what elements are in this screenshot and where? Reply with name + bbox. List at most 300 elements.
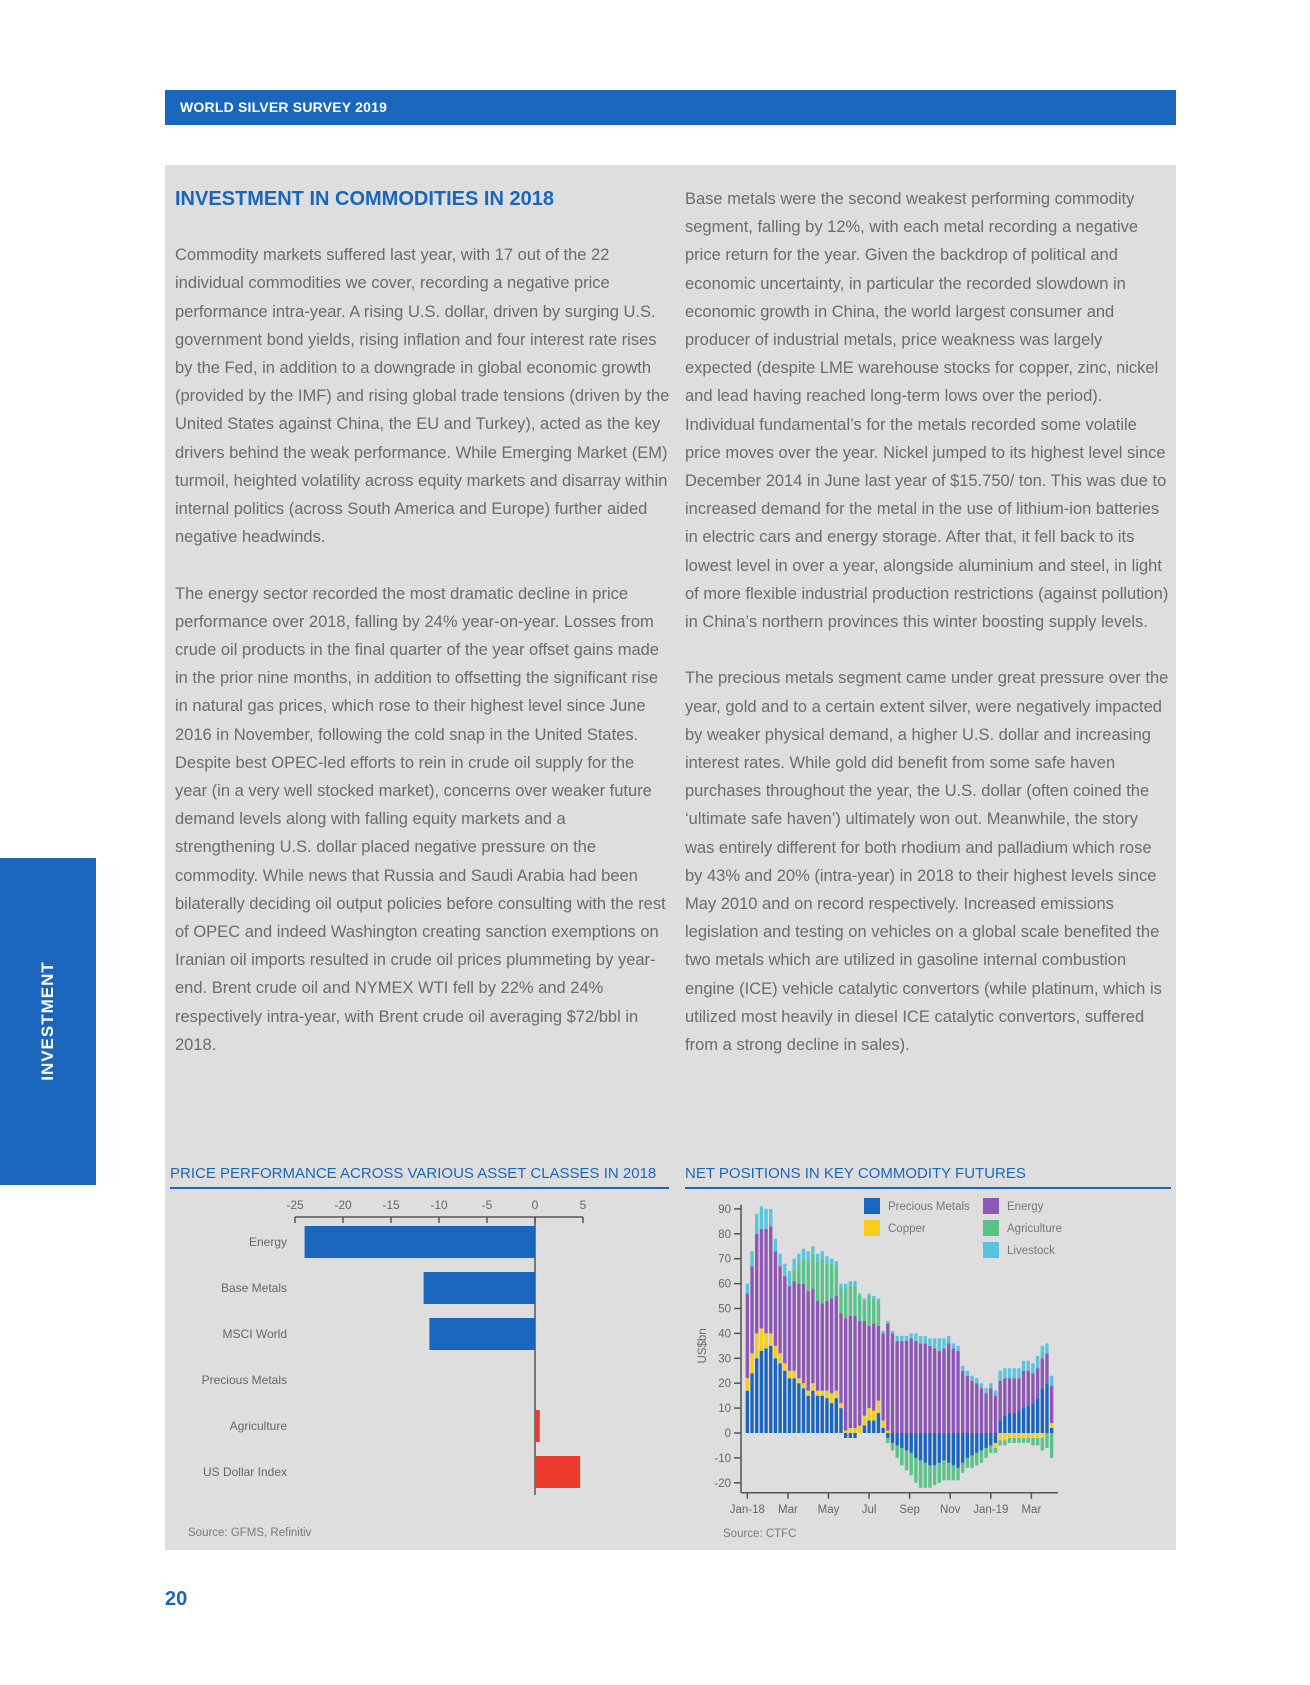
bar-segment-livestock [811, 1246, 814, 1253]
bar-segment-agriculture [956, 1468, 959, 1480]
bar-segment-copper [877, 1401, 880, 1413]
bar-segment-energy [844, 1318, 847, 1430]
bar-segment-precious-metals [947, 1433, 950, 1463]
bar-segment-livestock [863, 1299, 866, 1301]
legend-label: Livestock [1007, 1245, 1055, 1257]
bar-segment-energy [783, 1276, 786, 1363]
bar-segment-livestock [816, 1254, 819, 1261]
bar-segment-copper [998, 1433, 1001, 1440]
bar-segment-energy [774, 1251, 777, 1346]
bar-segment-energy [886, 1323, 889, 1430]
bar-segment-energy [910, 1338, 913, 1433]
bar-segment-agriculture [858, 1296, 861, 1321]
bar-segment-livestock [905, 1336, 908, 1341]
bar-segment-livestock [938, 1338, 941, 1350]
bar-segment-livestock [821, 1251, 824, 1258]
article-paragraph: The energy sector recorded the most dramatic decline in price performance over 2018, falling by 24% year-on-year. Losses from crude oil products in the final quarter of the year offset gains made in the prior nine months, in addition to offsetting the significant rise in natural gas prices, which rose to their highest level since June 2016 in November, following the cold snap in the United States. Despite best OPEC-led efforts to rein in crude oil supply for the year (in a very well stocked market), concerns over weaker future demand levels along with falling equity markets and a strengthening U.S. dollar placed negative pressure on the commodity. While news that Russia and Saudi Arabia had been bilaterally deciding oil output policies before consulting with the rest of OPEC and indeed Washington creating sanction exemptions on Iranian oil imports resulted in crude oil prices plummeting by year-end. Brent crude oil and NYMEX WTI fell by 22% and 24% respectively intra-year, with Brent crude oil averaging $72/bbl in 2018. [175, 584, 666, 1054]
bar-segment-livestock [966, 1371, 969, 1376]
category-label: US Dollar Index [202, 1465, 287, 1479]
bar-segment-copper [994, 1443, 997, 1448]
bar-segment-precious-metals [1008, 1413, 1011, 1433]
bar-segment-copper [1022, 1433, 1025, 1438]
bar-segment-copper [835, 1391, 838, 1398]
bar-segment-precious-metals [961, 1433, 964, 1463]
bar-segment-agriculture [984, 1448, 987, 1458]
bar-segment-copper [764, 1333, 767, 1348]
legend-label: Copper [888, 1223, 926, 1235]
bar-segment-precious-metals [746, 1391, 749, 1433]
bar-segment-agriculture [802, 1259, 805, 1284]
bar-segment-precious-metals [886, 1433, 889, 1438]
bar-segment-livestock [942, 1338, 945, 1348]
bar-segment-energy [839, 1313, 842, 1403]
bar-segment-livestock [835, 1261, 838, 1266]
x-tick-label: May [817, 1503, 840, 1516]
bar-segment-copper [839, 1403, 842, 1408]
bar-segment-energy [853, 1316, 856, 1428]
y-tick-label: 50 [718, 1303, 731, 1316]
legend-swatch-energy [983, 1198, 999, 1214]
x-tick-label: -15 [382, 1198, 400, 1212]
bar-segment-copper [746, 1378, 749, 1390]
bar-segment-livestock [881, 1331, 884, 1333]
bar-segment-precious-metals [764, 1348, 767, 1433]
bar-segment-livestock [1027, 1361, 1030, 1371]
category-label: Precious Metals [201, 1373, 287, 1387]
legend-label: Energy [1007, 1201, 1044, 1213]
x-tick-label: Jan-19 [973, 1503, 1009, 1516]
bar-segment-agriculture [877, 1301, 880, 1326]
article-paragraph: Base metals were the second weakest performing commodity segment, falling by 12%, with each metal recording a negative price return for the year. Given the backdrop of political and economic uncertainty, in particular the recorded slowdown in economic growth in China, the world largest consumer and producer of industrial metals, price weakness was largely expected (despite LME warehouse stocks for copper, zinc, nickel and lead having reached long-term lows over the period). Individual fundamental’s for the metals recorded some volatile price moves over the year. Nickel jumped to its highest level since December 2014 in June last year of $15.750/ ton. This was due to increased demand for the metal in the use of lithium-ion batteries in electric cars and energy storage. After that, it fell back to its lowest level in over a year, alongside aluminium and steel, in light of more flexible industrial production restrictions (against pollution) in China’s northern provinces this winter boosting supply levels. [685, 190, 1169, 632]
bar-segment-livestock [994, 1391, 997, 1396]
x-tick-label: 0 [531, 1198, 539, 1212]
legend-label: Precious Metals [888, 1201, 970, 1213]
bar-segment-precious-metals [1031, 1403, 1034, 1433]
bar-segment-precious-metals [1022, 1408, 1025, 1433]
bar-segment-agriculture [989, 1445, 992, 1452]
chart1-source: Source: GFMS, Refinitiv [188, 1527, 312, 1539]
publication-title: WORLD SILVER SURVEY 2019 [180, 99, 388, 115]
bar-segment-precious-metals [1017, 1411, 1020, 1433]
bar-segment-energy [942, 1348, 945, 1433]
bar-segment-agriculture [1017, 1438, 1020, 1443]
bar-segment-livestock [783, 1264, 786, 1276]
bar-segment-copper [863, 1416, 866, 1426]
bar-segment-energy [919, 1343, 922, 1433]
section-tab-label: INVESTMENT [38, 961, 57, 1081]
bar-segment-precious-metals [1003, 1416, 1006, 1433]
bar-segment-energy [778, 1266, 781, 1353]
bar-segment-precious-metals [778, 1363, 781, 1433]
bar-segment-precious-metals [881, 1428, 884, 1433]
bar-segment-copper [778, 1353, 781, 1363]
bar-segment-agriculture [1008, 1438, 1011, 1443]
bar-segment-energy [1022, 1371, 1025, 1408]
bar-segment-agriculture [924, 1463, 927, 1488]
bar-segment-livestock [1003, 1368, 1006, 1378]
bar-segment-copper [811, 1383, 814, 1390]
bar-segment-copper [849, 1428, 852, 1433]
bar-segment-livestock [952, 1343, 955, 1348]
bar-segment-agriculture [835, 1266, 838, 1296]
net-positions-chart-title: NET POSITIONS IN KEY COMMODITY FUTURES [685, 1165, 1171, 1189]
bar-segment-agriculture [919, 1460, 922, 1487]
bar-segment-energy [989, 1388, 992, 1433]
bar-segment-agriculture [998, 1440, 1001, 1445]
bar-segment-energy [764, 1229, 767, 1334]
bar-segment-agriculture [886, 1438, 889, 1443]
bar-segment-energy [1008, 1378, 1011, 1413]
bar-segment-energy [1027, 1371, 1030, 1406]
bar-segment-agriculture [910, 1453, 913, 1475]
bar-segment-livestock [891, 1331, 894, 1333]
bar-segment-precious-metals [914, 1433, 917, 1458]
bar-segment-precious-metals [994, 1433, 997, 1443]
bar-segment-energy [938, 1351, 941, 1433]
bar-segment-precious-metals [760, 1351, 763, 1433]
bar-segment-energy [835, 1296, 838, 1391]
bar-segment-livestock [774, 1239, 777, 1251]
y-tick-label: 10 [718, 1403, 731, 1416]
bar-segment-copper [792, 1371, 795, 1378]
bar-segment-energy [760, 1229, 763, 1329]
bar-segment-agriculture [1045, 1433, 1048, 1448]
bar-segment-livestock [830, 1259, 833, 1264]
article-paragraph: Commodity markets suffered last year, with 17 out of the 22 individual commodities we cover, recording a negative price performance intra-year. A rising U.S. dollar, driven by surging U.S. government bond yields, rising inflation and four interest rate rises by the Fed, in addition to a downgrade in global economic growth (provided by the IMF) and rising global trade tensions (driven by the United States against China, the EU and Turkey), acted as the key drivers behind the weak performance. While Emerging Market (EM) turmoil, heighted volatility across equity markets and disarray within internal politics (across South America and Europe) further aided negative headwinds. [175, 246, 670, 547]
bar-segment-livestock [849, 1281, 852, 1286]
bar-segment-livestock [853, 1281, 856, 1286]
bar-segment-precious-metals [788, 1378, 791, 1433]
net-positions-chart-svg [680, 1195, 1175, 1535]
bar-segment-livestock [867, 1294, 870, 1296]
bar-segment-energy [933, 1348, 936, 1433]
bar-segment-energy [877, 1326, 880, 1401]
bar-segment-precious-metals [797, 1383, 800, 1433]
bar-segment-livestock [802, 1249, 805, 1259]
page-number: 20 [165, 1588, 188, 1610]
bar-segment-livestock [1008, 1368, 1011, 1378]
legend-swatch-livestock [983, 1242, 999, 1258]
y-tick-label: 0 [724, 1428, 731, 1440]
x-tick-label: Nov [939, 1503, 961, 1516]
bar-segment-agriculture [830, 1264, 833, 1299]
bar-segment-precious-metals [1050, 1428, 1053, 1433]
bar-segment-energy [863, 1321, 866, 1416]
bar-segment-agriculture [895, 1445, 898, 1457]
bar-segment-precious-metals [792, 1378, 795, 1433]
bar-segment-energy [891, 1333, 894, 1433]
x-tick-label: Jan-18 [729, 1503, 765, 1516]
bar-segment-agriculture [891, 1443, 894, 1450]
bar-segment-energy [998, 1381, 1001, 1421]
bar-segment-agriculture [961, 1463, 964, 1473]
bar-segment-copper [1003, 1433, 1006, 1440]
bar-segment-livestock [825, 1256, 828, 1263]
y-tick-label: 30 [718, 1353, 731, 1366]
bar-segment-livestock [792, 1259, 795, 1269]
bar-segment-agriculture [867, 1296, 870, 1326]
bar-segment-livestock [788, 1271, 791, 1286]
bar-segment-agriculture [1041, 1438, 1044, 1450]
bar-segment-precious-metals [989, 1433, 992, 1445]
bar-segment-energy [1036, 1368, 1039, 1398]
bar-segment-energy [867, 1326, 870, 1408]
net-positions-chart [680, 1195, 1175, 1535]
bar-segment-agriculture [849, 1286, 852, 1316]
bar-segment-precious-metals [867, 1421, 870, 1433]
bar-segment-livestock [769, 1209, 772, 1226]
bar-segment-energy [924, 1343, 927, 1433]
category-label: Base Metals [220, 1281, 287, 1295]
bar-segment-agriculture [938, 1463, 941, 1483]
bar-segment-livestock [877, 1299, 880, 1301]
bar-segment-energy [816, 1301, 819, 1391]
bar-segment-agriculture [933, 1465, 936, 1485]
bar-segment-livestock [760, 1206, 763, 1228]
bar-segment-precious-metals [900, 1433, 903, 1448]
y-tick-label: 80 [718, 1228, 731, 1241]
bar-segment-precious-metals [769, 1346, 772, 1433]
bar-segment-livestock [839, 1284, 842, 1289]
legend-label: Agriculture [1007, 1223, 1062, 1235]
bar-segment-agriculture [1003, 1440, 1006, 1445]
bar-segment-energy [900, 1341, 903, 1433]
legend-swatch-precious-metals [864, 1198, 880, 1214]
bar-segment-energy [792, 1281, 795, 1371]
bar-segment-precious-metals [928, 1433, 931, 1465]
bar-segment-precious-metals [835, 1398, 838, 1433]
bar-segment-energy [966, 1376, 969, 1433]
x-tick-label: -10 [430, 1198, 448, 1212]
bar-segment-energy [914, 1341, 917, 1433]
bar-segment-agriculture [797, 1264, 800, 1284]
bar-segment-precious-metals [975, 1433, 978, 1453]
bar-segment-precious-metals [1036, 1398, 1039, 1433]
bar-segment-agriculture [1022, 1438, 1025, 1443]
category-label: Agriculture [229, 1419, 287, 1433]
bar-segment-precious-metals [783, 1371, 786, 1433]
bar-segment-precious-metals [877, 1413, 880, 1433]
bar-segment-agriculture [1036, 1438, 1039, 1445]
bar-segment-agriculture [816, 1261, 819, 1301]
bar-segment-agriculture [863, 1301, 866, 1321]
bar-segment-precious-metals [984, 1433, 987, 1448]
bar-segment-livestock [924, 1336, 927, 1343]
bar-segment-livestock [1022, 1361, 1025, 1371]
price-performance-chart-title: PRICE PERFORMANCE ACROSS VARIOUS ASSET CLASSES IN 2018 [170, 1165, 669, 1189]
bar-segment-precious-metals [938, 1433, 941, 1463]
bar-segment-precious-metals [1045, 1383, 1048, 1433]
bar-segment-agriculture [928, 1465, 931, 1487]
x-tick-label: Sep [899, 1503, 920, 1516]
bar-segment-agriculture [825, 1264, 828, 1301]
bar-segment-precious-metals [1041, 1388, 1044, 1433]
chart2-source: Source: CTFC [723, 1528, 797, 1540]
bar-segment-livestock [1031, 1363, 1034, 1373]
bar-segment-agriculture [914, 1458, 917, 1483]
legend-swatch-agriculture [983, 1220, 999, 1236]
bar-segment-precious-metals [853, 1433, 856, 1438]
bar-segment-agriculture [1050, 1433, 1053, 1458]
x-tick-label: -5 [481, 1198, 493, 1212]
bar-segment-energy [1031, 1373, 1034, 1403]
bar-segment-precious-metals [774, 1358, 777, 1433]
bar-segment-copper [802, 1383, 805, 1388]
category-label: MSCI World [222, 1327, 287, 1341]
y-tick-label: 20 [718, 1378, 731, 1391]
bar-segment-precious-metals [895, 1433, 898, 1445]
bar-segment-energy [769, 1226, 772, 1333]
bar-segment-energy [1013, 1378, 1016, 1413]
bar-segment-livestock [746, 1284, 749, 1294]
bar-segment-energy [952, 1348, 955, 1433]
bar-segment-livestock [1041, 1346, 1044, 1358]
bar-segment-agriculture [853, 1286, 856, 1316]
bar-segment-precious-metals [863, 1426, 866, 1433]
bar-segment-precious-metals [811, 1391, 814, 1433]
bar-segment-agriculture [966, 1458, 969, 1468]
bar-segment-copper [769, 1333, 772, 1345]
bar-segment-copper [774, 1346, 777, 1358]
bar-segment-energy [858, 1321, 861, 1426]
bar-segment-livestock [961, 1366, 964, 1371]
bar-segment-agriculture [844, 1289, 847, 1319]
bar-segment-energy [975, 1383, 978, 1433]
bar-segment-livestock [900, 1336, 903, 1341]
bar-segment-precious-metals [825, 1398, 828, 1433]
bar-segment-livestock [975, 1378, 978, 1383]
bar-segment-agriculture [1031, 1438, 1034, 1445]
bar-segment-livestock [928, 1338, 931, 1345]
bar-segment-precious-metals [924, 1433, 927, 1463]
bar-segment-agriculture [975, 1453, 978, 1465]
bar-segment-copper [881, 1421, 884, 1428]
bar-segment-energy [807, 1291, 810, 1391]
bar-segment-copper [830, 1393, 833, 1403]
legend-swatch-copper [864, 1220, 880, 1236]
bar-segment-energy [905, 1341, 908, 1433]
bar-segment-precious-metals [755, 1358, 758, 1433]
bar-segment-livestock [984, 1388, 987, 1393]
bar-msci-world [429, 1318, 535, 1350]
bar-segment-agriculture [821, 1259, 824, 1304]
bar-segment-livestock [1017, 1368, 1020, 1378]
bar-segment-livestock [858, 1294, 861, 1296]
bar-segment-agriculture [970, 1455, 973, 1467]
bar-segment-precious-metals [1027, 1406, 1030, 1433]
bar-segment-livestock [970, 1376, 973, 1381]
bar-segment-agriculture [807, 1261, 810, 1291]
bar-segment-precious-metals [956, 1433, 959, 1468]
x-tick-label: Mar [778, 1503, 798, 1516]
bar-segment-livestock [919, 1336, 922, 1343]
bar-segment-agriculture [905, 1450, 908, 1470]
y-tick-label: -20 [714, 1477, 731, 1490]
bar-segment-precious-metals [802, 1388, 805, 1433]
bar-segment-livestock [807, 1251, 810, 1261]
bar-segment-copper [1008, 1433, 1011, 1438]
bar-segment-energy [821, 1304, 824, 1391]
bar-segment-agriculture [1027, 1438, 1030, 1443]
bar-segment-copper [872, 1411, 875, 1421]
bar-segment-energy [956, 1351, 959, 1433]
bar-segment-precious-metals [919, 1433, 922, 1460]
bar-segment-precious-metals [816, 1396, 819, 1433]
bar-segment-copper [1050, 1423, 1053, 1428]
bar-segment-livestock [914, 1333, 917, 1340]
bar-segment-energy [1050, 1386, 1053, 1423]
bar-segment-precious-metals [750, 1373, 753, 1433]
x-tick-label: -25 [286, 1198, 304, 1212]
bar-segment-precious-metals [910, 1433, 913, 1453]
bar-segment-agriculture [980, 1450, 983, 1462]
bar-segment-precious-metals [849, 1433, 852, 1438]
bar-segment-copper [1041, 1433, 1044, 1438]
bar-segment-livestock [886, 1321, 889, 1323]
bar-base-metals [424, 1272, 535, 1304]
bar-segment-copper [1013, 1433, 1016, 1438]
bar-segment-precious-metals [905, 1433, 908, 1450]
right-column [685, 185, 1170, 1059]
bar-segment-precious-metals [952, 1433, 955, 1465]
bar-segment-energy [746, 1294, 749, 1379]
x-tick-label: -20 [334, 1198, 352, 1212]
y-axis-label: US$bn [697, 1328, 709, 1364]
bar-segment-agriculture [994, 1448, 997, 1453]
bar-segment-copper [788, 1371, 791, 1378]
bar-segment-energy [802, 1284, 805, 1384]
bar-segment-agriculture [872, 1299, 875, 1324]
bar-segment-agriculture [792, 1269, 795, 1281]
bar-segment-precious-metals [830, 1403, 833, 1433]
y-tick-label: 90 [718, 1203, 731, 1216]
left-column [175, 185, 670, 1059]
bar-segment-energy [1003, 1378, 1006, 1415]
bar-segment-precious-metals [807, 1396, 810, 1433]
bar-segment-livestock [872, 1296, 875, 1298]
bar-segment-livestock [755, 1214, 758, 1234]
price-performance-chart [165, 1195, 670, 1505]
bar-segment-energy [755, 1234, 758, 1334]
y-tick-label: 70 [718, 1253, 731, 1266]
bar-segment-energy [788, 1286, 791, 1371]
bar-segment-copper [1036, 1433, 1039, 1438]
bar-segment-agriculture [811, 1254, 814, 1289]
bar-segment-energy [1041, 1358, 1044, 1388]
bar-segment-precious-metals [844, 1433, 847, 1438]
article-heading: INVESTMENT IN COMMODITIES IN 2018 [175, 188, 554, 210]
bar-segment-energy [947, 1343, 950, 1433]
x-tick-label: Jul [861, 1503, 877, 1516]
bar-us-dollar-index [535, 1456, 580, 1488]
bar-segment-agriculture [900, 1448, 903, 1465]
bar-segment-livestock [750, 1251, 753, 1266]
bar-segment-precious-metals [821, 1396, 824, 1433]
bar-segment-agriculture [947, 1463, 950, 1480]
bar-segment-energy [961, 1371, 964, 1433]
bar-segment-energy [750, 1266, 753, 1353]
bar-segment-energy [994, 1396, 997, 1433]
content-panel [165, 165, 1176, 1550]
bar-segment-livestock [1045, 1343, 1048, 1353]
bar-segment-copper [886, 1431, 889, 1433]
section-tab [0, 858, 96, 1185]
bar-segment-copper [760, 1328, 763, 1350]
bar-segment-precious-metals [933, 1433, 936, 1465]
bar-segment-copper [797, 1378, 800, 1383]
bar-segment-copper [858, 1426, 861, 1433]
article-paragraph: The precious metals segment came under great pressure over the year, gold and to a certain extent silver, were negatively impacted by weaker physical demand, a higher U.S. dollar and increasing interest rates. While gold did benefit from some safe haven purchases throughout the year, the U.S. dollar (often coined the ‘ultimate safe haven’) ultimately won out. Meanwhile, the story was entirely different for both rhodium and palladium which rose by 43% and 20% (intra-year) in 2018 to their highest levels since May 2010 and on record respectively. Increased emissions legislation and testing on vehicles on a global scale benefited the two metals which are utilized in gasoline internal combustion engine (ICE) vehicle catalytic convertors (while platinum, which is utilized most heavily in diesel ICE catalytic convertors, suffered from a strong decline in sales). [685, 669, 1169, 1055]
